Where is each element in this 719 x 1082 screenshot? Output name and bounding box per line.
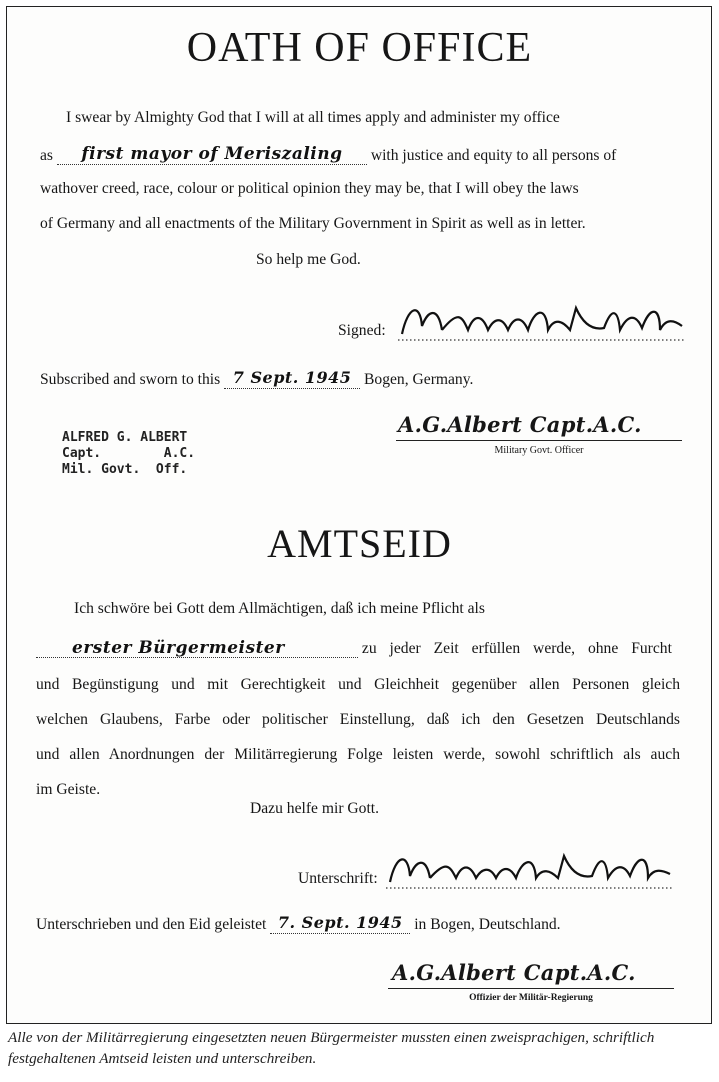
date-field-de xyxy=(270,913,410,934)
oath-title: OATH OF OFFICE xyxy=(186,25,533,71)
german-line-4: welchen Glaubens, Farbe oder politischer Einstellung, daß ich den Gesetzen Deutschlands xyxy=(36,711,680,728)
german-closing: Dazu helfe mir Gott. xyxy=(250,800,380,817)
german-line-2-rest: zu jeder Zeit erfüllen werde, ohne Furcht xyxy=(361,640,672,657)
german-line-5: und allen Anordnungen der Militärregierung Folge leisten werde, sowohl schriftlich als auch xyxy=(36,746,680,763)
english-line-1: I swear by Almighty God that I will at all times apply and administer my office xyxy=(66,109,560,126)
german-line-3: und Begünstigung und mit Gerechtigkeit und Gleichheit gegenüber allen Personen gleich xyxy=(36,676,680,693)
mayor-signature-en xyxy=(398,296,688,348)
subscribed-prefix: Subscribed and sworn to this xyxy=(40,371,221,388)
english-signed-label: Signed: xyxy=(338,322,386,339)
german-line-6: im Geiste. xyxy=(36,781,101,798)
officer-title-de: Offizier der Militär-Regierung xyxy=(469,993,593,1003)
mayor-signature-de xyxy=(386,846,676,896)
officer-signature-de: A.G.Albert Capt.A.C. xyxy=(392,960,636,985)
office-field xyxy=(57,144,367,165)
german-subscribed-line xyxy=(36,913,561,934)
officer-signature-line-de xyxy=(388,988,674,989)
officer-stamp xyxy=(62,430,195,478)
german-line-1: Ich schwöre bei Gott dem Allmächtigen, daß ich meine Pflicht als xyxy=(74,600,485,617)
office-handwriting-de: erster Bürgermeister xyxy=(72,638,285,658)
stamp-line-3: Mil. Govt. Off. xyxy=(62,462,188,477)
date-handwriting-en: 7 Sept. 1945 xyxy=(232,368,352,387)
stamp-line-2: Capt. A.C. xyxy=(62,446,196,461)
office-field-de xyxy=(36,638,358,658)
english-line-3: wathover creed, race, colour or political opinion they may be, that I will obey the laws xyxy=(40,180,579,197)
english-line-2-rest: with justice and equity to all persons of xyxy=(370,147,617,164)
date-field-en xyxy=(224,368,360,389)
german-subscribed-suffix: in Bogen, Deutschland. xyxy=(414,916,561,933)
image-caption: Alle von der Militärregierung eingesetzten neuen Bürgermeister mussten einen zweisprachigen, schriftlich festgehaltenen Amtseid leisten und unterschreiben. xyxy=(8,1029,655,1067)
stamp-line-1: ALFRED G. ALBERT xyxy=(62,430,188,445)
as-label: as xyxy=(40,147,53,164)
officer-signature-line-en xyxy=(396,440,682,441)
date-handwriting-de: 7. Sept. 1945 xyxy=(277,913,403,932)
amtseid-title: AMTSEID xyxy=(267,521,452,566)
subscribed-suffix: Bogen, Germany. xyxy=(364,371,474,388)
english-closing: So help me God. xyxy=(256,251,361,268)
officer-title-en: Military Govt. Officer xyxy=(494,445,584,456)
german-signed-label: Unterschrift: xyxy=(298,870,378,887)
english-line-2 xyxy=(40,144,616,165)
english-subscribed-line xyxy=(40,368,473,389)
office-handwriting: first mayor of Meriszaling xyxy=(81,144,343,164)
german-line-2 xyxy=(36,638,672,658)
officer-signature-en: A.G.Albert Capt.A.C. xyxy=(398,412,642,437)
english-line-4: of Germany and all enactments of the Military Government in Spirit as well as in letter. xyxy=(40,215,586,232)
german-subscribed-prefix: Unterschrieben und den Eid geleistet xyxy=(36,916,267,933)
